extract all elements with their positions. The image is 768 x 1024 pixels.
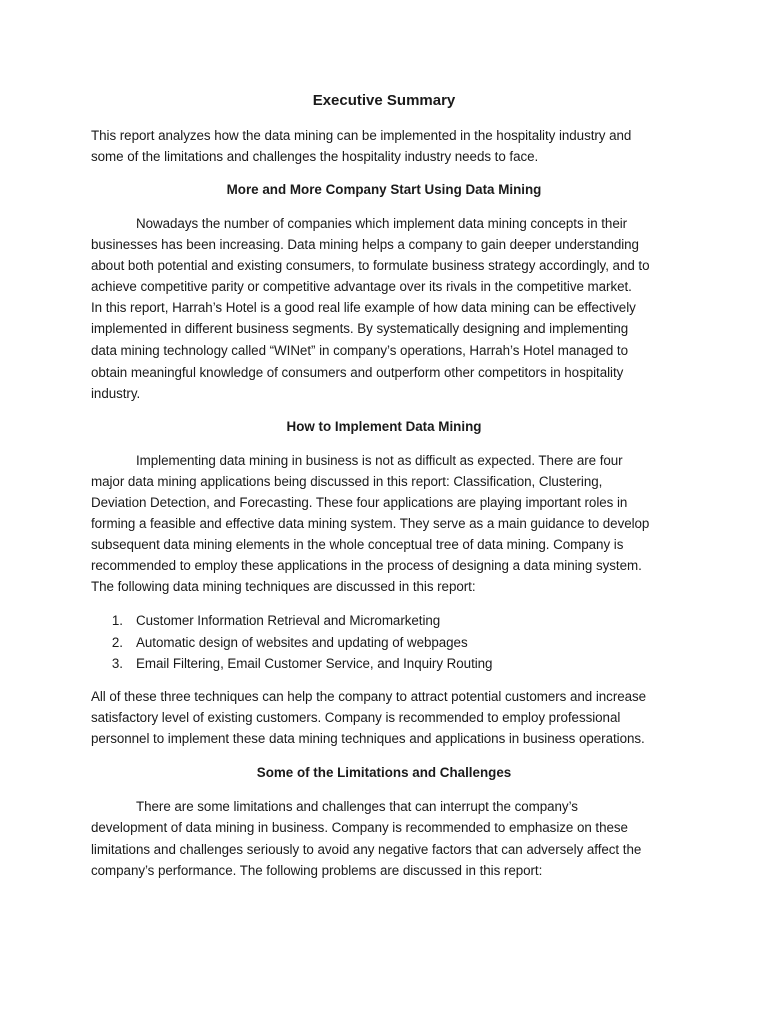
paragraph-line: Nowadays the number of companies which implement data mining concepts in their <box>136 216 628 231</box>
document-title: Executive Summary <box>312 92 456 109</box>
paragraph-line: The following data mining techniques are discussed in this report: <box>91 579 476 594</box>
paragraph-line: subsequent data mining elements in the whole conceptual tree of data mining. Company is <box>91 537 624 552</box>
paragraph-line: limitations and challenges seriously to avoid any negative factors that can adversely affect the <box>91 842 642 857</box>
intro-line: This report analyzes how the data mining can be implemented in the hospitality industry and <box>91 128 632 143</box>
paragraph-line: about both potential and existing consumers, to formulate business strategy accordingly, and to <box>91 258 650 273</box>
paragraph-line: Deviation Detection, and Forecasting. These four applications are playing important roles in <box>91 495 628 510</box>
paragraph-line: Implementing data mining in business is not as difficult as expected. There are four <box>136 453 623 468</box>
list-item-number: 3. <box>111 656 123 671</box>
paragraph-line: In this report, Harrah’s Hotel is a good real life example of how data mining can be effectively <box>91 300 636 315</box>
paragraph-line: forming a feasible and effective data mining system. They serve as a main guidance to develop <box>91 516 650 531</box>
paragraph-line: satisfactory level of existing customers. Company is recommended to employ professional <box>91 710 621 725</box>
list-item: Customer Information Retrieval and Micromarketing <box>136 613 441 628</box>
section-heading-company-start: More and More Company Start Using Data Mining <box>226 182 542 197</box>
paragraph-line: achieve competitive parity or competitive advantage over its rivals in the competitive market. <box>91 279 632 294</box>
paragraph-line: There are some limitations and challenges that can interrupt the company’s <box>136 799 578 814</box>
paragraph-line: personnel to implement these data mining techniques and applications in business operations. <box>91 731 645 746</box>
paragraph-line: company’s performance. The following problems are discussed in this report: <box>91 863 543 878</box>
paragraph-line: implemented in different business segments. By systematically designing and implementing <box>91 321 629 336</box>
list-item: Email Filtering, Email Customer Service, and Inquiry Routing <box>136 656 493 671</box>
paragraph-line: data mining technology called “WINet” in company’s operations, Harrah’s Hotel managed to <box>91 343 628 358</box>
paragraph-line: recommended to employ these applications in the process of designing a data mining system. <box>91 558 642 573</box>
paragraph-line: obtain meaningful knowledge of consumers and outperform other competitors in hospitality <box>91 365 624 380</box>
paragraph-line: All of these three techniques can help the company to attract potential customers and increase <box>91 689 647 704</box>
list-item-number: 2. <box>111 635 123 650</box>
section-heading-limitations: Some of the Limitations and Challenges <box>256 765 512 780</box>
paragraph-line: major data mining applications being discussed in this report: Classification, Clustering, <box>91 474 603 489</box>
list-item-number: 1. <box>111 613 123 628</box>
list-item: Automatic design of websites and updating of webpages <box>136 635 468 650</box>
section-heading-implement: How to Implement Data Mining <box>286 419 482 434</box>
paragraph-line: industry. <box>91 386 141 401</box>
intro-line: some of the limitations and challenges the hospitality industry needs to face. <box>91 149 539 164</box>
paragraph-line: businesses has been increasing. Data mining helps a company to gain deeper understanding <box>91 237 639 252</box>
paragraph-line: development of data mining in business. Company is recommended to emphasize on these <box>91 820 628 835</box>
